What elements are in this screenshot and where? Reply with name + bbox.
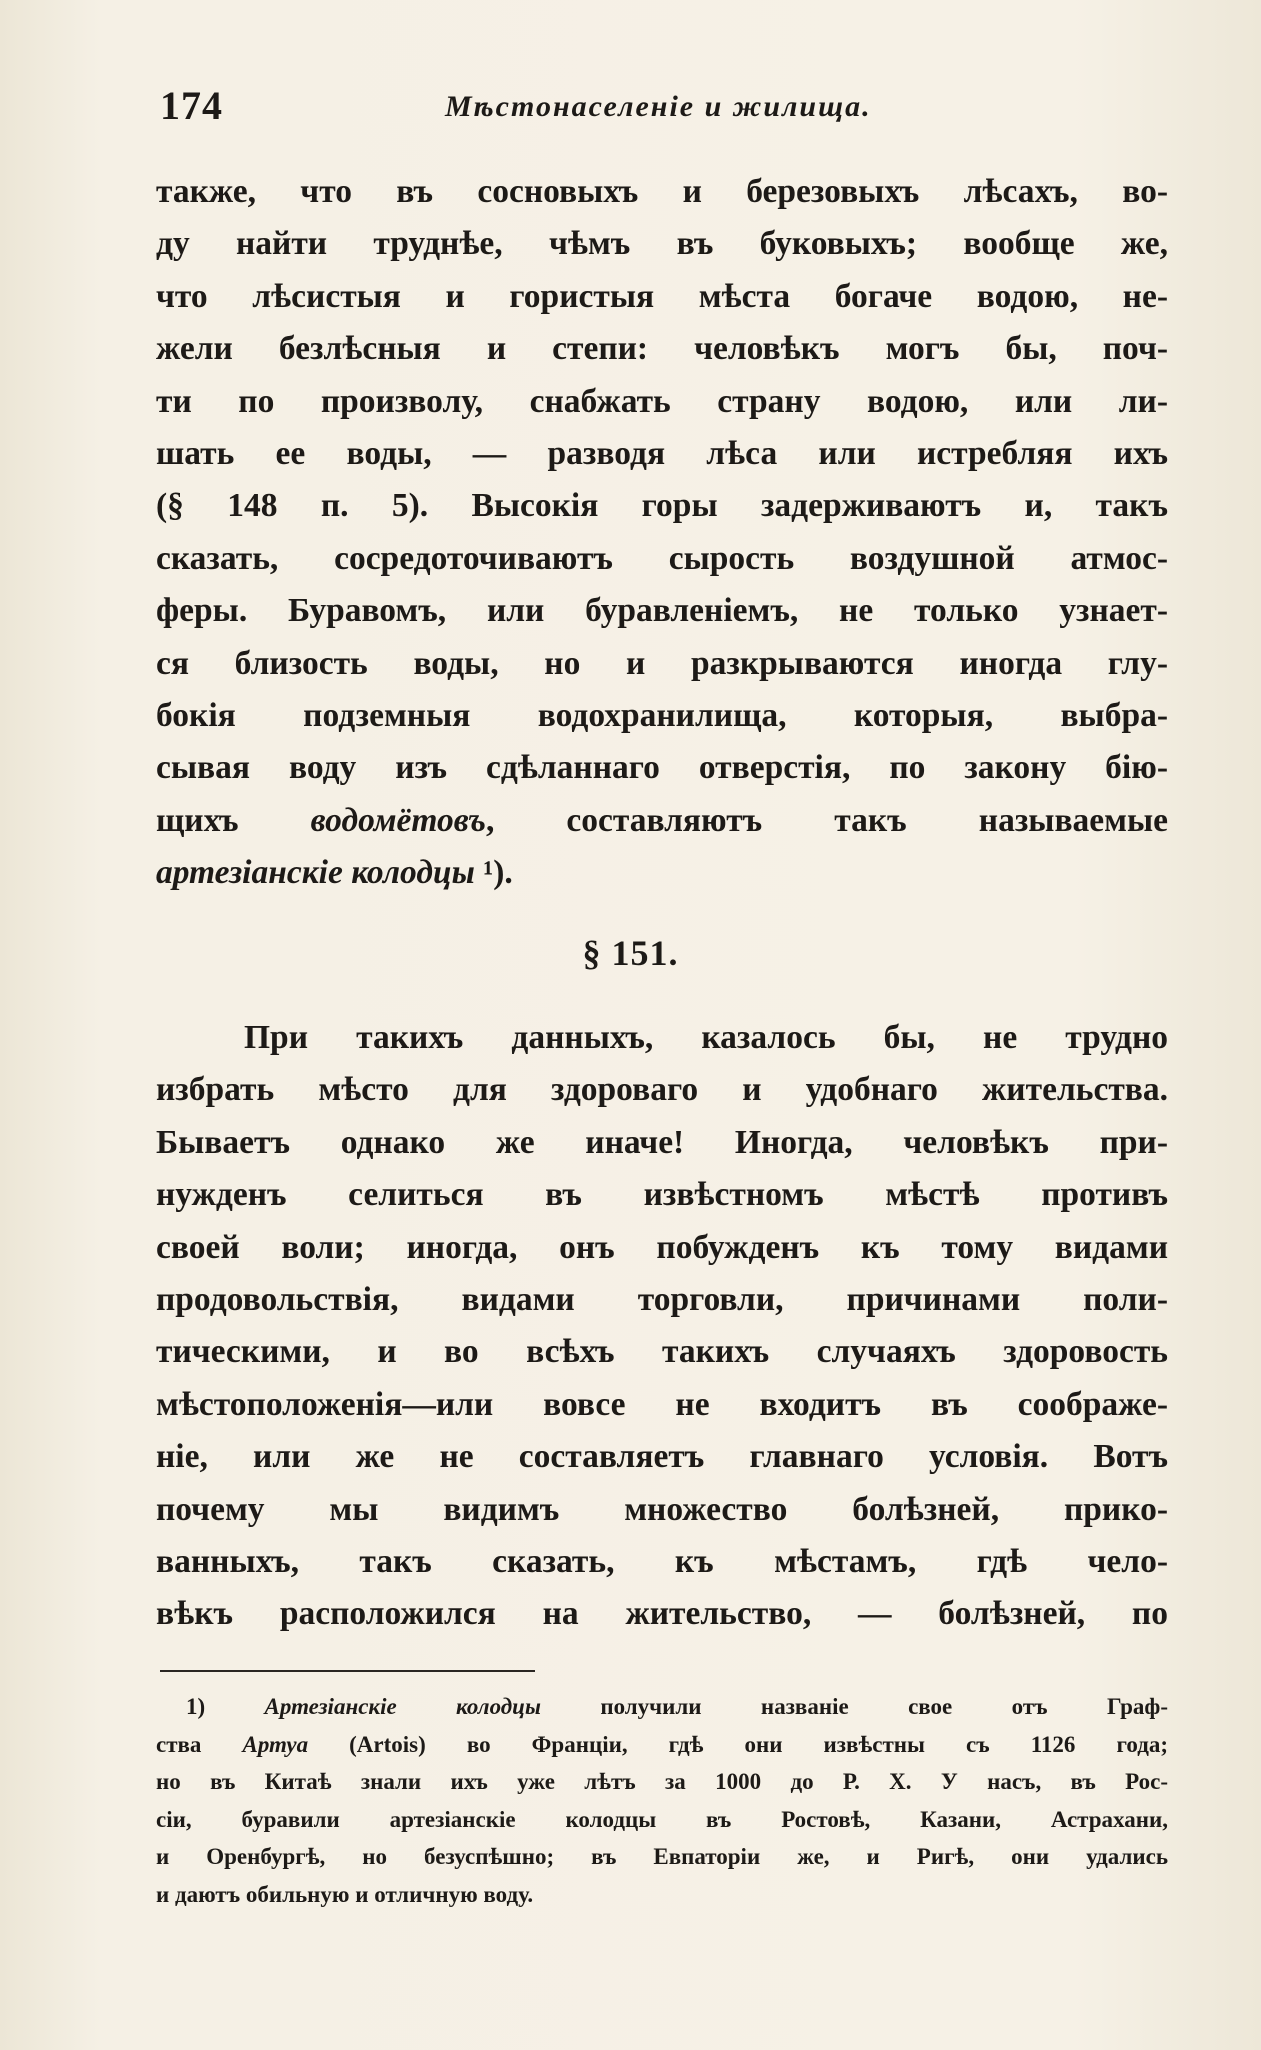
text-line: жели безлѣсныя и степи: человѣкъ могъ бы, поч- [156,330,1168,368]
italic-term: водомётовъ [310,801,486,839]
text-line: ніе, или же не составляетъ главнаго условія. Вотъ [156,1438,1168,1476]
footnote-reference: ¹). [474,854,513,892]
text-line: сказать, сосредоточиваютъ сырость воздушной атмос- [156,539,1168,577]
text-fragment: ства [156,1731,243,1757]
footnote-line: и Оренбургѣ, но безуспѣшно; въ Евпаторіи же, и Ригѣ, они удались [156,1844,1168,1869]
text-line: Бываетъ однако же иначе! Иногда, человѣкъ при- [156,1123,1168,1161]
text-line: ся близость воды, но и разкрываются иногда глу- [156,644,1168,682]
footnote-line: но въ Китаѣ знали ихъ уже лѣтъ за 1000 до Р. Х. У насъ, въ Рос- [156,1769,1168,1794]
text-line: продовольствія, видами торговли, причинами поли- [156,1281,1168,1319]
text-line: сывая воду изъ сдѣланнаго отверстія, по закону бію- [156,749,1168,787]
text-line: своей воли; иногда, онъ побужденъ къ тому видами [156,1228,1168,1266]
footnote-marker: 1) [186,1694,265,1719]
text-line: также, что въ сосновыхъ и березовыхъ лѣсахъ, во- [156,173,1168,210]
italic-term: Артуа [242,1731,309,1757]
text-line: При такихъ данныхъ, казалось бы, не трудно [244,1019,1168,1056]
text-fragment: получили названіе свое отъ Граф- [540,1694,1168,1719]
text-line: тическими, и во всѣхъ такихъ случаяхъ здоровость [156,1333,1168,1371]
text-line: феры. Буравомъ, или буравленіемъ, не только узнает- [156,592,1168,630]
footnote-line: и даютъ обильную и отличную воду. [156,1881,534,1907]
page-header [160,82,1170,132]
running-head: Мѣстонаселеніе и жилища. [445,90,872,123]
italic-term: артезіанскіе колодцы [156,854,475,892]
text-line: вѣкъ расположился на жительство, — болѣзней, по [156,1595,1168,1633]
italic-term: Артезіанскіе колодцы [264,1694,541,1719]
page-number: 174 [160,83,223,128]
footnote-line [156,1726,1168,1764]
paragraph-continued [156,166,1168,900]
text-line: нужденъ селиться въ извѣстномъ мѣстѣ противъ [156,1176,1168,1214]
text-line: мѣстоположенія—или вовсе не входитъ въ соображе- [156,1385,1168,1423]
text-line: ванныхъ, такъ сказать, къ мѣстамъ, гдѣ чело- [156,1543,1168,1581]
footnote-line [156,1688,1168,1726]
footnote-line: сіи, буравили артезіанскіе колодцы въ Ростовѣ, Казани, Астрахани, [156,1806,1168,1832]
text-fragment: , составляютъ такъ называемые [485,801,1168,839]
footnote [156,1688,1168,1913]
text-line [156,847,1168,899]
text-line: ду найти труднѣе, чѣмъ въ буковыхъ; вообще же, [156,225,1168,263]
text-line [156,795,1168,847]
text-fragment: (Artois) во Франціи, гдѣ они извѣстны съ 1126 года; [308,1731,1168,1757]
text-line: ти по произволу, снабжать страну водою, или ли- [156,382,1168,420]
text-line: что лѣсистыя и гористыя мѣста богаче водою, не- [156,277,1168,315]
text-line: шать ее воды, — разводя лѣса или истребляя ихъ [156,435,1168,473]
section-heading: § 151. [582,933,679,973]
text-line: бокія подземныя водохранилища, которыя, выбра- [156,697,1168,735]
text-fragment: щихъ [156,801,311,839]
paragraph-151 [156,1012,1168,1641]
text-line: почему мы видимъ множество болѣзней, прико- [156,1490,1168,1528]
text-line: (§ 148 п. 5). Высокія горы задерживаютъ и, такъ [156,487,1168,525]
footnote-divider [160,1670,535,1672]
text-line: избрать мѣсто для здороваго и удобнаго жительства. [156,1071,1168,1109]
